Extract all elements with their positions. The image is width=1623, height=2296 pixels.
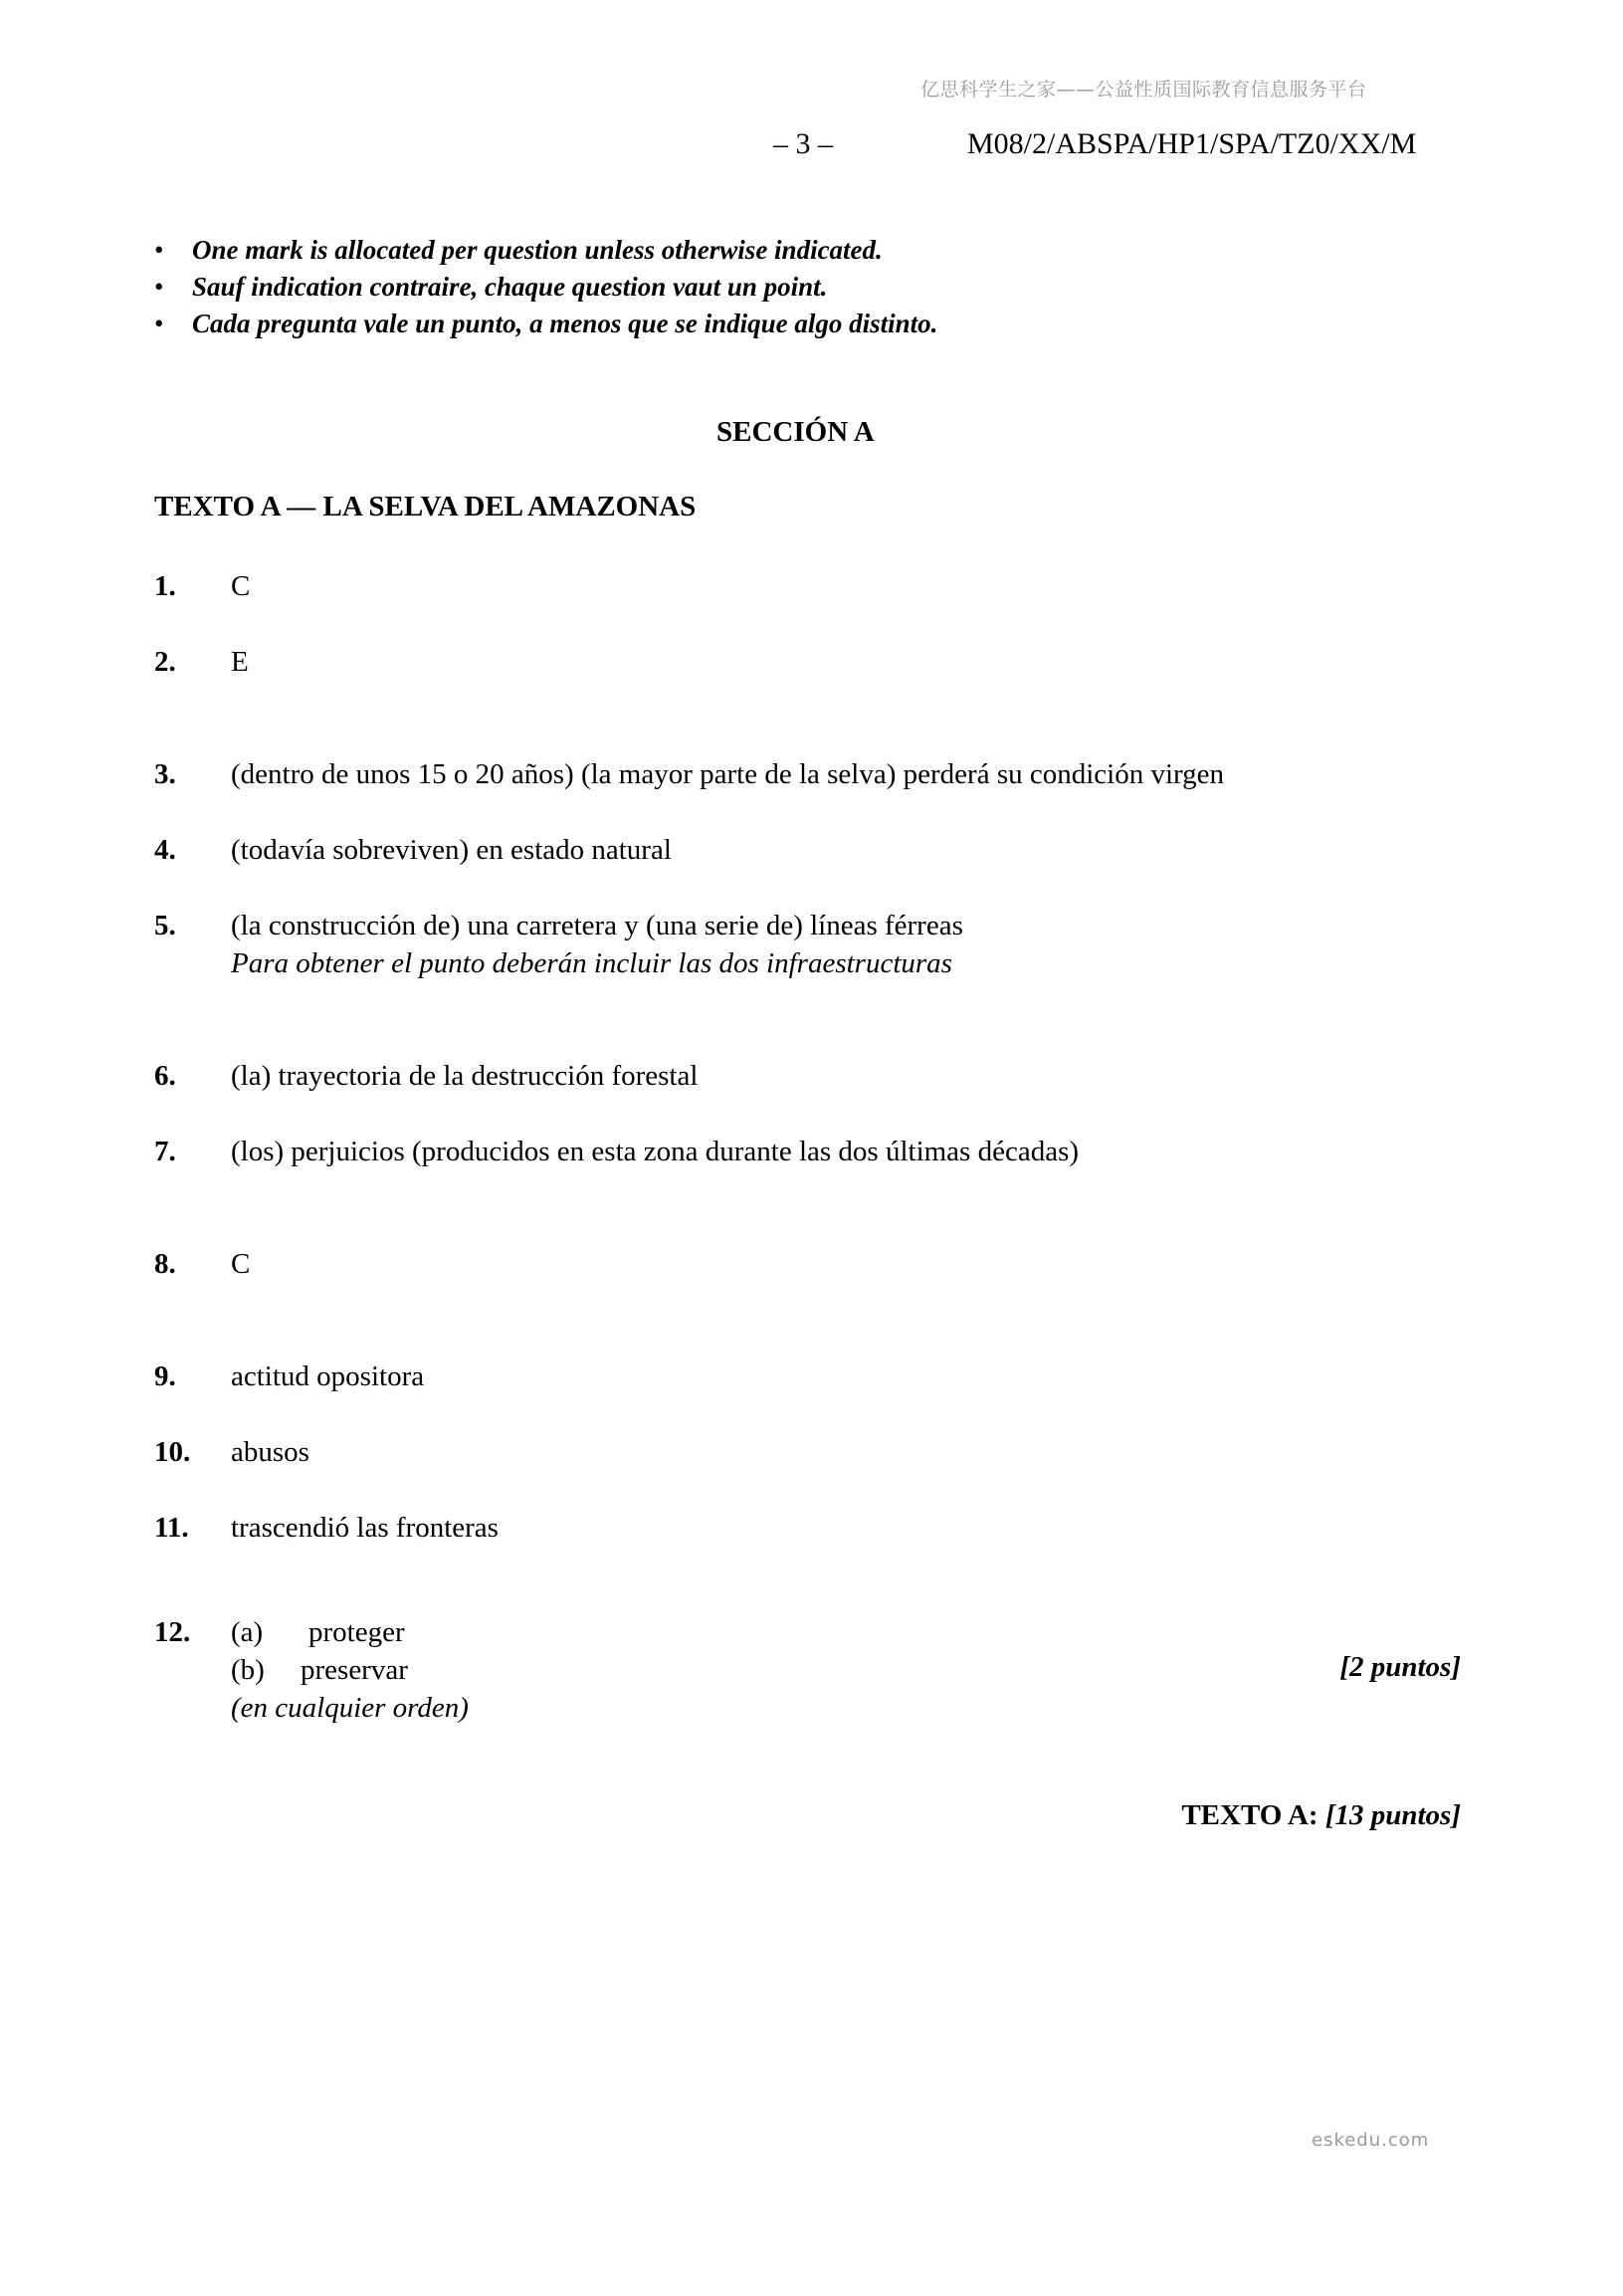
question-answer: C: [231, 570, 251, 602]
watermark-header: 亿思科学生之家——公益性质国际教育信息服务平台: [920, 79, 1367, 101]
watermark-footer: eskedu.com: [1312, 2130, 1430, 2151]
question-number: 5.: [154, 910, 176, 941]
sub-answer-letter: (b): [231, 1654, 265, 1686]
marking-note: (en cualquier orden): [231, 1692, 469, 1724]
sub-answer-b: [231, 1651, 469, 1689]
question-number: 8.: [154, 1248, 176, 1280]
text-heading: TEXTO A — LA SELVA DEL AMAZONAS: [154, 491, 697, 522]
total-label: TEXTO A:: [1181, 1799, 1319, 1831]
instruction-english: • One mark is allocated per question unless otherwise indicated.: [154, 232, 937, 269]
question-answer: (los) perjuicios (producidos en esta zona durante las dos últimas décadas): [231, 1136, 1080, 1167]
total-points: [13 puntos]: [1324, 1799, 1461, 1831]
question-number: 11.: [154, 1512, 189, 1544]
question-12-points: [2 puntos]: [1339, 1651, 1461, 1683]
question-answer: (todavía sobreviven) en estado natural: [231, 834, 672, 866]
instruction-spanish: • Cada pregunta vale un punto, a menos que se indique algo distinto.: [154, 306, 937, 342]
question-number: 6.: [154, 1060, 176, 1092]
question-number: 3.: [154, 758, 176, 790]
question-number: 10.: [154, 1436, 191, 1468]
question-answer: (la) trayectoria de la destrucción forestal: [231, 1060, 699, 1092]
question-number: 12.: [154, 1616, 191, 1648]
question-number: 1.: [154, 570, 176, 602]
question-answer-block: [231, 907, 963, 982]
question-number: 7.: [154, 1136, 176, 1167]
instruction-french: • Sauf indication contraire, chaque question vaut un point.: [154, 269, 937, 306]
sub-answer-text: proteger: [308, 1616, 405, 1648]
section-total: [1181, 1799, 1461, 1832]
instructions-list: [154, 232, 937, 342]
sub-answer-text: preservar: [301, 1654, 408, 1686]
question-answer: trascendió las fronteras: [231, 1512, 499, 1544]
marking-note: Para obtener el punto deberán incluir las dos infraestructuras: [231, 947, 952, 979]
page-number: – 3 –: [773, 127, 833, 160]
question-answer: (dentro de unos 15 o 20 años) (la mayor parte de la selva) perderá su condición virgen: [231, 758, 1225, 790]
question-number: 9.: [154, 1360, 176, 1392]
question-number: 2.: [154, 646, 176, 678]
question-number: 4.: [154, 834, 176, 866]
question-answer: E: [231, 646, 249, 678]
question-answer: C: [231, 1248, 251, 1280]
question-answer: actitud opositora: [231, 1360, 425, 1392]
sub-answer-a: [231, 1613, 469, 1651]
section-heading: SECCIÓN A: [716, 416, 875, 448]
question-answer-block: [231, 1613, 469, 1727]
question-answer: (la construcción de) una carretera y (una serie de) líneas férreas: [231, 910, 963, 941]
sub-answer-letter: (a): [231, 1616, 264, 1648]
document-code: M08/2/ABSPA/HP1/SPA/TZ0/XX/M: [967, 127, 1417, 160]
question-answer: abusos: [231, 1436, 309, 1468]
